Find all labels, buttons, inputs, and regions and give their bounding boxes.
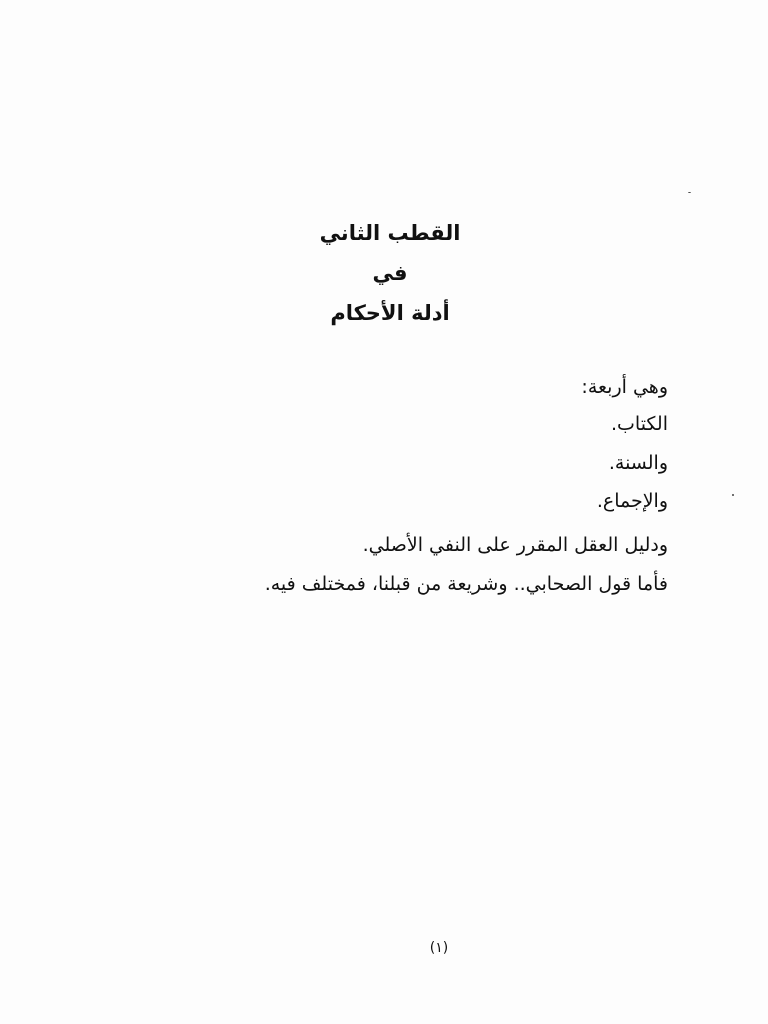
section-title-line-2: في [372, 261, 408, 285]
body-line-kitab: الكتاب. [610, 413, 668, 435]
scan-speck [688, 192, 691, 193]
page-number: (١) [429, 940, 449, 956]
body-line-disputed: فأما قول الصحابي.. وشريعة من قبلنا، فمختلف فيه. [264, 573, 668, 595]
body-line-intro: وهي أربعة: [581, 376, 668, 398]
body-line-aql: ودليل العقل المقرر على النفي الأصلي. [362, 534, 668, 556]
body-line-sunnah: والسنة. [608, 452, 668, 474]
section-title-line-1: القطب الثاني [319, 221, 461, 245]
scan-speck [732, 494, 734, 496]
section-title-line-3: أدلة الأحكام [330, 301, 450, 325]
body-line-ijma: والإجماع. [596, 490, 668, 512]
